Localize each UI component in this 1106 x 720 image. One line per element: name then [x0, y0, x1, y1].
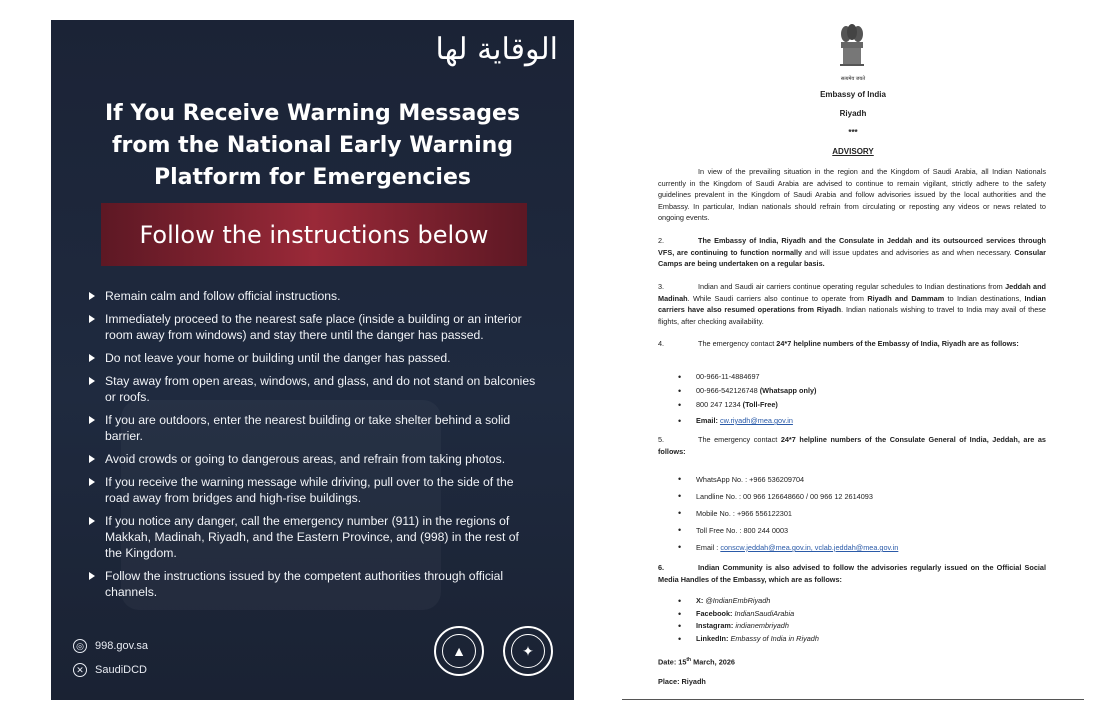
headline-line: Platform for Emergencies [154, 165, 471, 190]
x-handle-text: SaudiDCD [95, 664, 147, 676]
org-name: Embassy of India [820, 90, 886, 99]
social-item: • Instagram: indianembriyadh [678, 620, 1038, 633]
social-item: • Facebook: IndianSaudiArabia [678, 608, 1038, 621]
poster-headline [51, 98, 574, 194]
contact-item: • Email: cw.riyadh@mea.gov.in [678, 414, 1038, 428]
headline-line: from the National Early Warning [111, 133, 514, 158]
social-item: • LinkedIn: Embassy of India in Riyadh [678, 633, 1038, 646]
paragraph-number: 5. [658, 435, 665, 444]
warning-poster [51, 20, 574, 700]
paragraph-1-text: In view of the prevailing situation in the region and the Kingdom of Saudi Arabia, all Indian Nationals currently in the Kingdom of Saudi Arabia are advised to continue to remain vigilant, strictly adhere to the safety guidelines prevalent in the Kingdom of Saudi Arabia and follow advisories issued by the local authorities and the Embassy. In particular, Indian nationals should refrain from circulating or reposting any videos or news related to ongoing events. [658, 167, 1046, 222]
instruction-text: If you notice any danger, call the emergency number (911) in the regions of Makkah, Madinah, Riyadh, and the Eastern Province, and (998) in the rest of the Kingdom. [105, 514, 519, 560]
globe-icon: ◎ [73, 639, 87, 653]
instruction-text: Do not leave your home or building until the danger has passed. [105, 351, 451, 365]
instruction-text: Stay away from open areas, windows, and glass, and do not stand on balconies or roofs. [105, 374, 536, 404]
triangle-bullet-icon [89, 377, 95, 385]
civil-defense-emblem-icon: ▲ [434, 626, 484, 676]
headline-line: If You Receive Warning Messages [104, 101, 521, 126]
paragraph-4: 4. The emergency contact 24*7 helpline numbers of the Embassy of India, Riyadh are as follows: [658, 339, 1019, 348]
paragraph-number: 6. [658, 563, 665, 572]
instruction-item [87, 568, 537, 600]
paragraph-number: 4. [658, 339, 665, 348]
instruction-item [87, 412, 537, 444]
triangle-bullet-icon [89, 517, 95, 525]
instruction-item [87, 474, 537, 506]
paragraph-5: 5. The emergency contact 24*7 helpline numbers of the Consulate General of India, Jeddah, are as follows: [658, 435, 1046, 456]
separator-stars: *** [848, 128, 858, 137]
instruction-item [87, 373, 537, 405]
instruction-text: Remain calm and follow official instructions. [105, 289, 341, 303]
embassy-advisory-document [622, 20, 1084, 700]
contact-item: • 00-966-542126748 (Whatsapp only) [678, 384, 1038, 398]
instruction-text: Immediately proceed to the nearest safe place (inside a building or an interior room away from windows) and stay there until the danger has passed. [105, 312, 522, 342]
paragraph-number: 3. [658, 282, 665, 291]
contact-item: • Landline No. : 00 966 126648660 / 00 966 12 2614093 [678, 488, 1038, 505]
contact-item: • Toll Free No. : 800 244 0003 [678, 522, 1038, 539]
embassy-email-link[interactable]: cw.riyadh@mea.gov.in [719, 416, 793, 425]
instruction-item [87, 513, 537, 561]
instructions-banner: Follow the instructions below [101, 203, 527, 266]
al-wiqaya-logo: الوقاية لها [435, 32, 558, 67]
crest-caption: सत्यमेव जयते [840, 76, 866, 82]
document-date: Date: 15th March, 2026 [658, 657, 735, 667]
bottom-divider [622, 699, 1084, 700]
paragraph-3: 3. Indian and Saudi air carriers continue operating regular schedules to Indian destinations from Jeddah and Madinah. While Saudi carriers also continue to operate from Riyadh and Dammam to Indian destinations, Indian carriers have also resumed operations from Riyadh. Indian nationals wishing to travel to India may avail of these flights, after checking availability. [658, 282, 1047, 326]
triangle-bullet-icon [89, 354, 95, 362]
instruction-item [87, 350, 537, 366]
paragraph-2: 2. The Embassy of India, Riyadh and the Consulate in Jeddah and its outsourced services through VFS, are continuing to function normally and will issue updates and advisories as and when necessary. Consular Camps are being undertaken on a regular basis. [658, 236, 1046, 268]
instruction-text: Follow the instructions issued by the competent authorities through official channels. [105, 569, 504, 599]
instruction-item [87, 451, 537, 467]
social-item: • X: @IndianEmbRiyadh [678, 595, 1038, 608]
instructions-list [87, 288, 537, 607]
embassy-contact-list [678, 370, 1038, 428]
instruction-item [87, 311, 537, 343]
advisory-title: ADVISORY [832, 147, 874, 156]
paragraph-1 [658, 166, 1046, 224]
document-place: Place: Riyadh [658, 677, 706, 686]
saudi-emblem-icon: ✦ [503, 626, 553, 676]
social-media-list [678, 595, 1038, 645]
ashoka-emblem-icon [835, 24, 869, 76]
instruction-text: If you are outdoors, enter the nearest building or take shelter behind a solid barrier. [105, 413, 511, 443]
triangle-bullet-icon [89, 292, 95, 300]
instruction-item [87, 288, 537, 304]
website-link [73, 637, 148, 655]
consulate-contact-list [678, 471, 1038, 556]
contact-item: • Email : conscw.jeddah@mea.gov.in, vclab.jeddah@mea.gov.in [678, 539, 1038, 556]
x-handle-link [73, 661, 148, 679]
consulate-email-link[interactable]: conscw.jeddah@mea.gov.in, vclab.jeddah@mea.gov.in [720, 543, 899, 552]
x-logo-icon: ✕ [73, 663, 87, 677]
poster-footer-links [73, 637, 148, 685]
contact-item: • WhatsApp No. : +966 536209704 [678, 471, 1038, 488]
triangle-bullet-icon [89, 572, 95, 580]
triangle-bullet-icon [89, 455, 95, 463]
instruction-text: Avoid crowds or going to dangerous areas, and refrain from taking photos. [105, 452, 506, 466]
contact-item: • 800 247 1234 (Toll-Free) [678, 398, 1038, 412]
instruction-text: If you receive the warning message while driving, pull over to the side of the road away from bridges and high-rise buildings. [105, 475, 514, 505]
triangle-bullet-icon [89, 478, 95, 486]
paragraph-6: 6. Indian Community is also advised to follow the advisories regularly issued on the Official Social Media Handles of the Embassy, which are as follows: [658, 563, 1046, 584]
contact-item: • 00-966-11-4884697 [678, 370, 1038, 384]
city-name: Riyadh [839, 109, 867, 118]
contact-item: • Mobile No. : +966 556122301 [678, 505, 1038, 522]
website-text: 998.gov.sa [95, 640, 149, 652]
paragraph-number: 2. [658, 236, 665, 245]
triangle-bullet-icon [89, 416, 95, 424]
triangle-bullet-icon [89, 315, 95, 323]
